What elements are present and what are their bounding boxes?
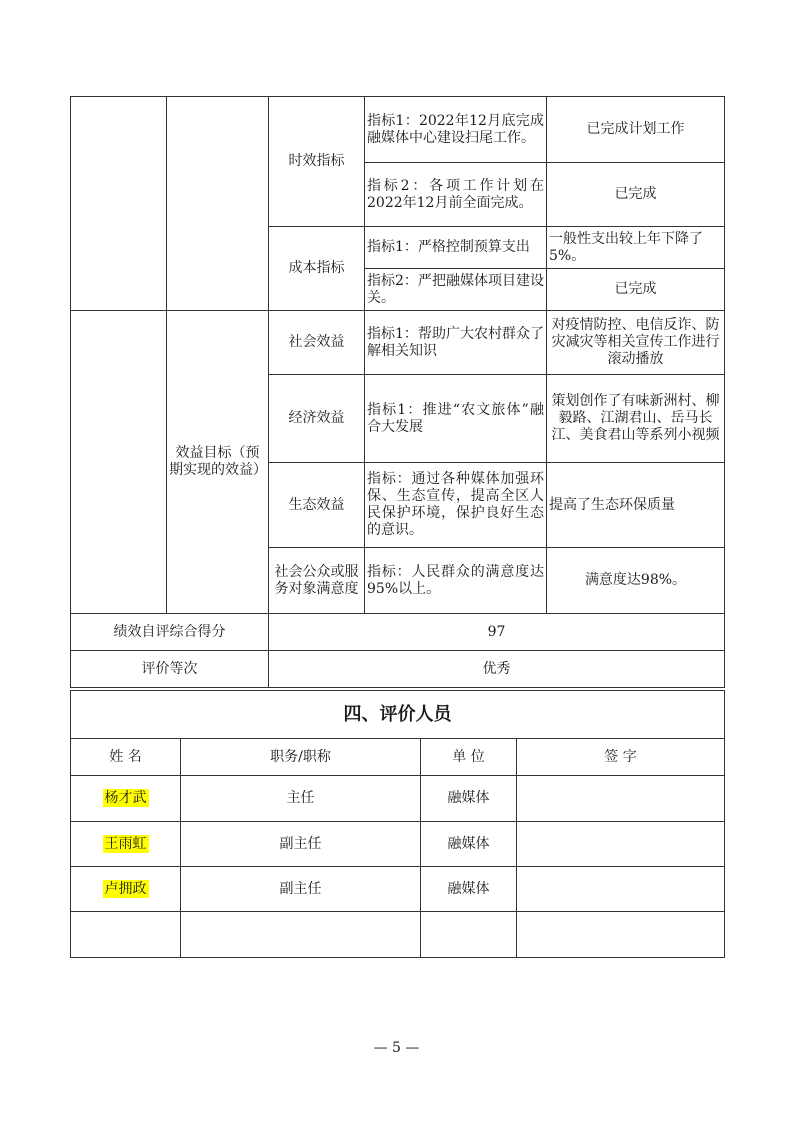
header-name: 姓 名 xyxy=(71,739,181,776)
performance-indicators-table xyxy=(70,96,725,688)
header-position: 职务/职称 xyxy=(181,739,421,776)
evaluator-name-cell xyxy=(71,822,181,867)
evaluator-name: 王雨虹 xyxy=(104,835,147,852)
evaluator-name-cell xyxy=(71,867,181,912)
economic-result: 策划创作了有味新洲村、柳毅路、江湖君山、岳马长江、美食君山等系列小视频 xyxy=(547,375,725,463)
empty-cell xyxy=(71,912,181,958)
timeliness-result-1: 已完成计划工作 xyxy=(547,97,725,163)
evaluator-signature xyxy=(517,776,725,822)
ecological-label: 生态效益 xyxy=(269,463,365,548)
empty-cell xyxy=(517,912,725,958)
grade-value: 优秀 xyxy=(269,651,725,688)
evaluator-signature xyxy=(517,867,725,912)
evaluator-name: 杨才武 xyxy=(104,790,147,806)
satisfaction-result: 满意度达98%。 xyxy=(547,548,725,614)
evaluator-position: 主任 xyxy=(181,776,421,822)
social-label: 社会效益 xyxy=(269,311,365,375)
evaluator-position: 副主任 xyxy=(181,822,421,867)
satisfaction-indicator: 指标：人民群众的满意度达95%以上。 xyxy=(365,548,547,614)
satisfaction-label: 社会公众或服务对象满意度 xyxy=(269,548,365,614)
cost-result-1: 一般性支出较上年下降了5%。 xyxy=(547,227,725,269)
empty-cell xyxy=(181,912,421,958)
cost-label: 成本指标 xyxy=(269,227,365,311)
evaluator-unit: 融媒体 xyxy=(421,867,517,912)
timeliness-indicator-2: 指标2：各项工作计划在2022年12月前全面完成。 xyxy=(365,163,547,227)
blank-cell xyxy=(71,97,167,311)
timeliness-indicator-1: 指标1：2022年12月底完成融媒体中心建设扫尾工作。 xyxy=(365,97,547,163)
evaluator-row-empty xyxy=(71,912,725,958)
evaluator-name-cell xyxy=(71,776,181,822)
cost-indicator-1: 指标1：严格控制预算支出 xyxy=(365,227,547,269)
blank-cell xyxy=(167,97,269,311)
timeliness-label: 时效指标 xyxy=(269,97,365,227)
social-indicator: 指标1：帮助广大农村群众了解相关知识 xyxy=(365,311,547,375)
evaluator-row xyxy=(71,822,725,867)
ecological-result: 提高了生态环保质量 xyxy=(547,463,725,548)
evaluators-table xyxy=(70,690,725,958)
evaluator-row xyxy=(71,776,725,822)
timeliness-result-2: 已完成 xyxy=(547,163,725,227)
economic-indicator: 指标1：推进“农文旅体”融合大发展 xyxy=(365,375,547,463)
blank-cell xyxy=(71,311,167,614)
social-result: 对疫情防控、电信反诈、防灾减灾等相关宣传工作进行滚动播放 xyxy=(547,311,725,375)
score-value: 97 xyxy=(269,614,725,651)
evaluator-signature xyxy=(517,822,725,867)
evaluator-name: 卢拥政 xyxy=(104,880,147,897)
evaluator-unit: 融媒体 xyxy=(421,776,517,822)
cost-indicator-2: 指标2：严把融媒体项目建设关。 xyxy=(365,269,547,311)
page-number: — 5 — xyxy=(373,1040,420,1056)
ecological-indicator: 指标：通过各种媒体加强环保、生态宣传，提高全区人民保护环境，保护良好生态的意识。 xyxy=(365,463,547,548)
score-label: 绩效自评综合得分 xyxy=(71,614,269,651)
economic-label: 经济效益 xyxy=(269,375,365,463)
evaluators-section-title: 四、评价人员 xyxy=(71,691,725,739)
grade-label: 评价等次 xyxy=(71,651,269,688)
evaluator-unit: 融媒体 xyxy=(421,822,517,867)
evaluator-position: 副主任 xyxy=(181,867,421,912)
cost-result-2: 已完成 xyxy=(547,269,725,311)
header-unit: 单 位 xyxy=(421,739,517,776)
evaluator-row xyxy=(71,867,725,912)
benefit-goal-label: 效益目标（预期实现的效益） xyxy=(167,311,269,614)
empty-cell xyxy=(421,912,517,958)
header-signature: 签 字 xyxy=(517,739,725,776)
